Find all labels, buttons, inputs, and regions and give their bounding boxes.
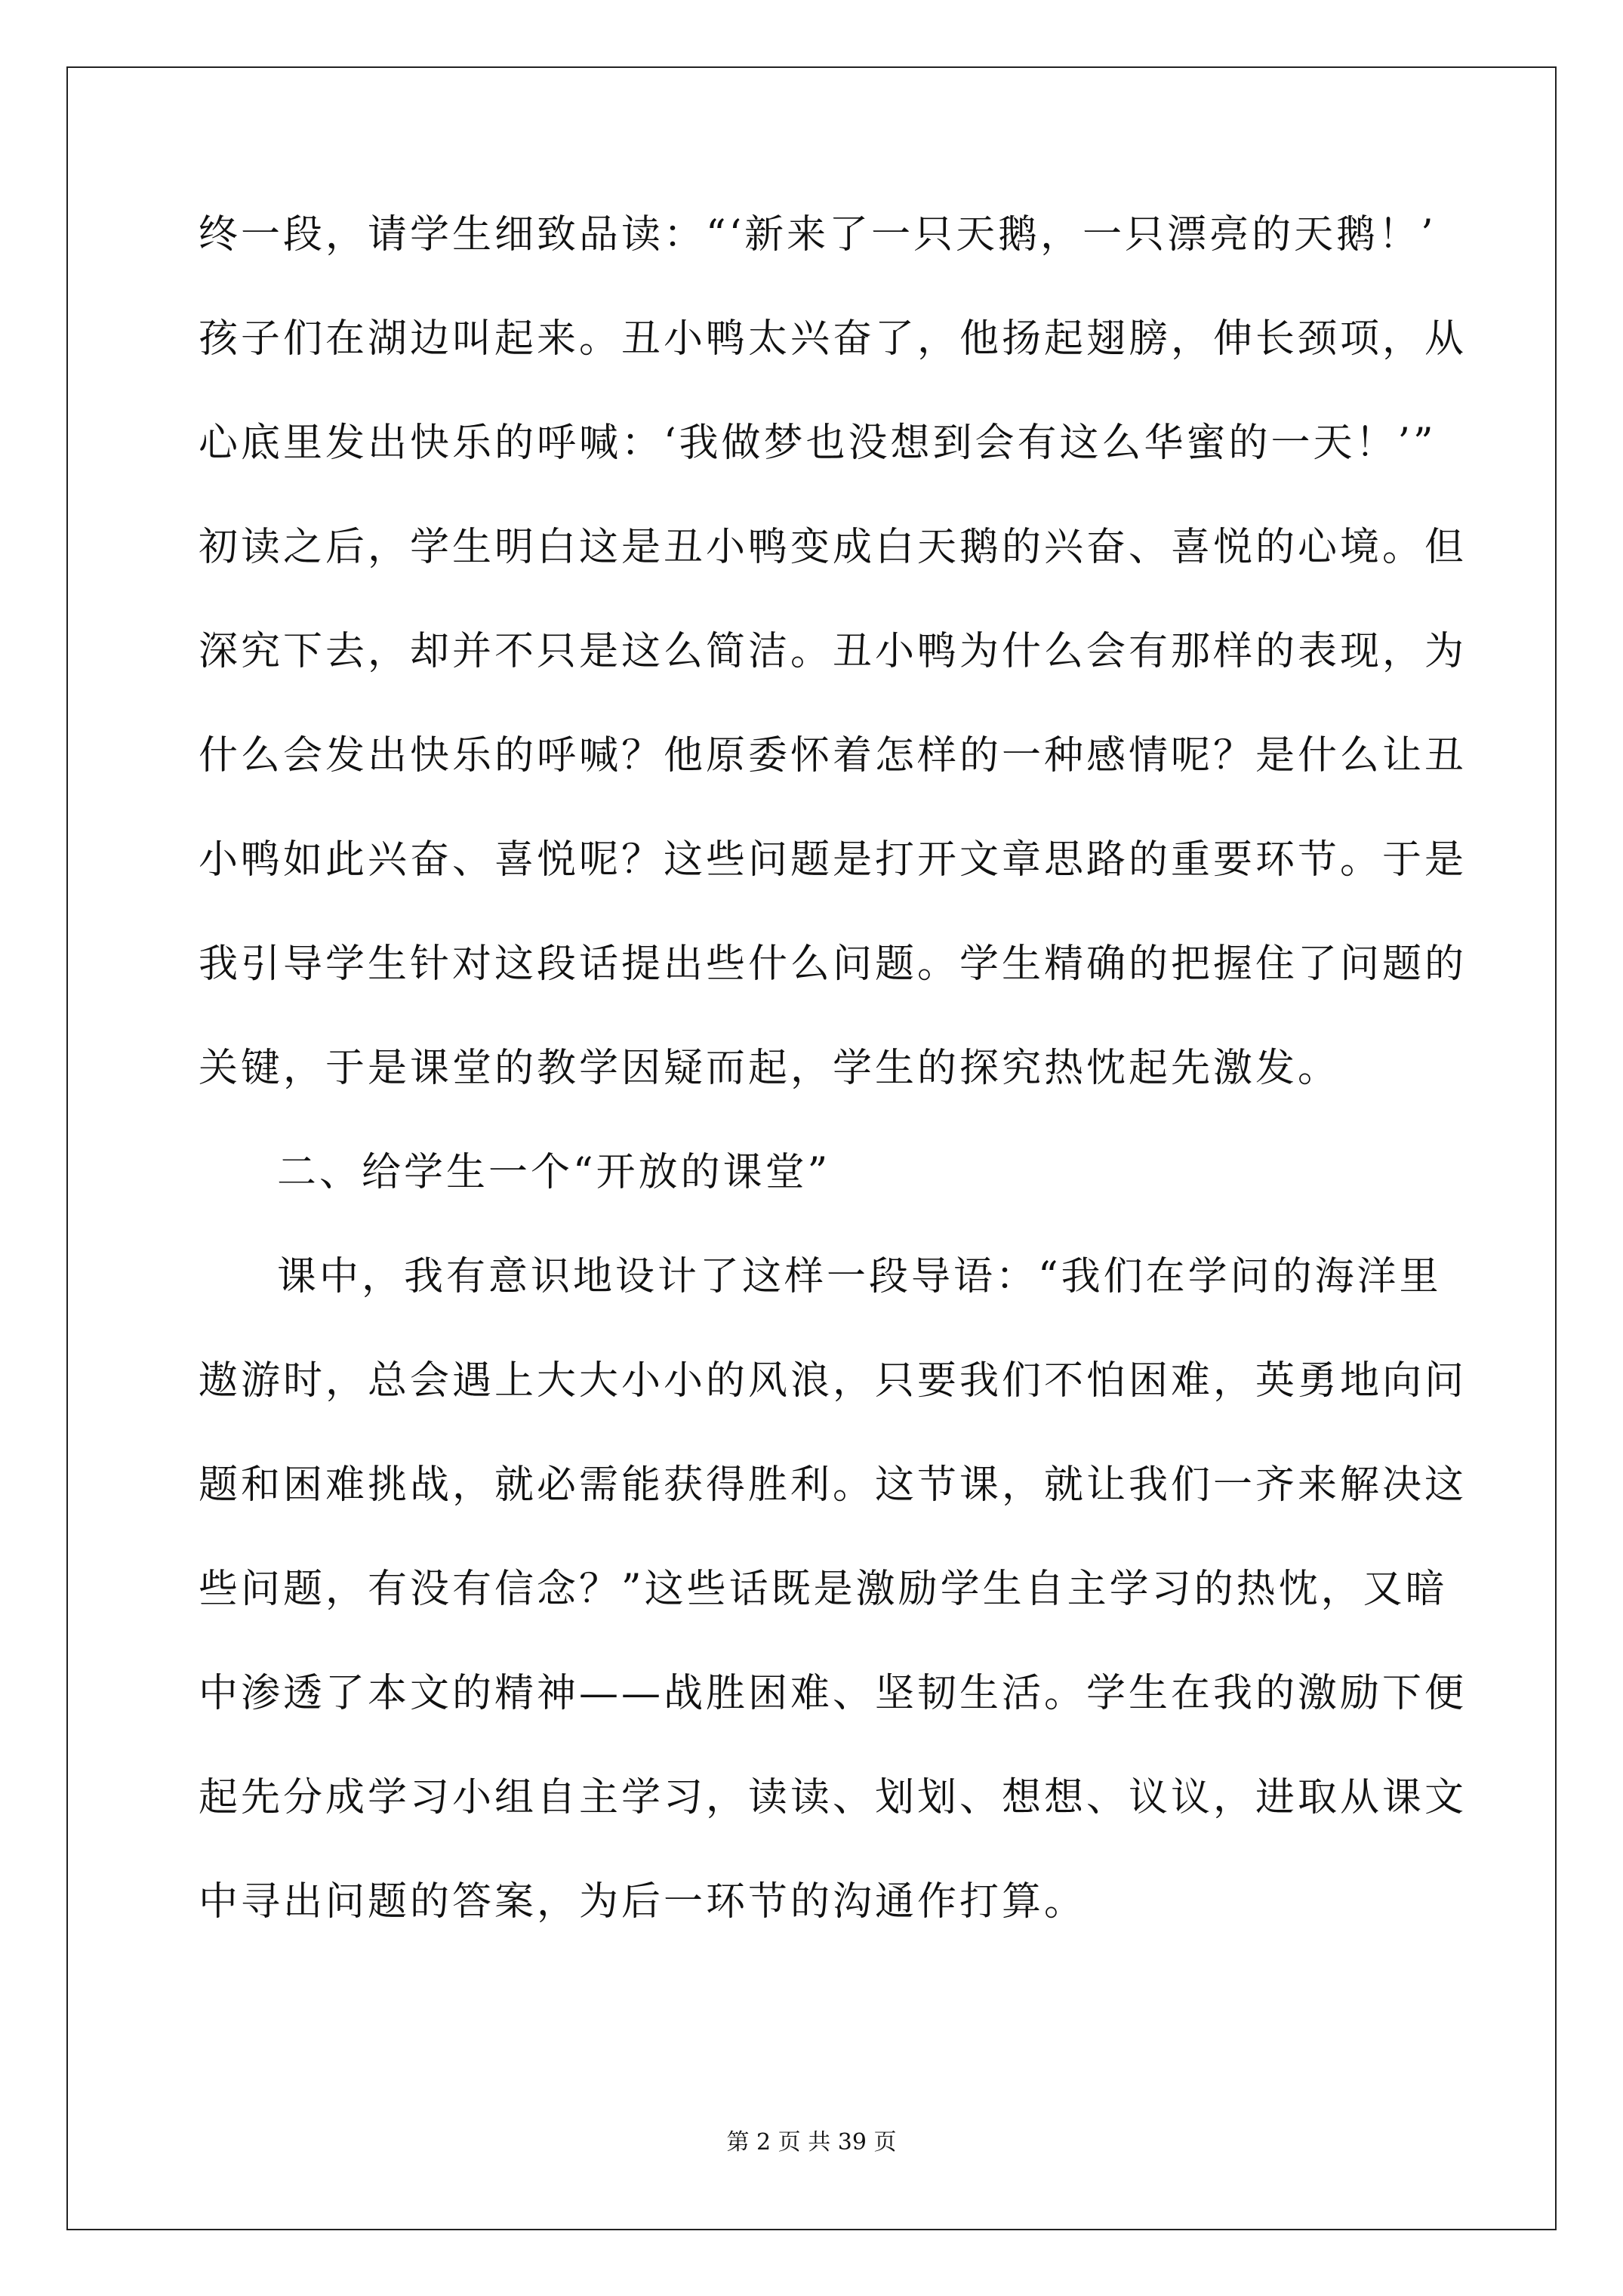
text-line: 关键，于是课堂的教学因疑而起，学生的探究热忱起先激发。	[199, 1046, 1341, 1091]
text-line: 终一段，请学生细致品读：“‘新来了一只天鹅，一只漂亮的天鹅！’	[199, 212, 1437, 257]
text-line: 心底里发出快乐的呼喊：‘我做梦也没想到会有这么华蜜的一天！’”	[199, 421, 1437, 466]
text-line: 中渗透了本文的精神——战胜困难、坚韧生活。学生在我的激励下便	[199, 1671, 1467, 1716]
document-body	[199, 208, 1467, 1980]
page-number: 第 2 页 共 39 页	[726, 2129, 897, 2156]
text-line: 题和困难挑战，就必需能获得胜利。这节课，就让我们一齐来解决这	[199, 1462, 1467, 1508]
text-line: 遨游时，总会遇上大大小小的风浪，只要我们不怕困难，英勇地向问	[199, 1358, 1467, 1404]
text-line: 什么会发出快乐的呼喊？他原委怀着怎样的一种感情呢？是什么让丑	[199, 733, 1467, 778]
text-line: 孩子们在湖边叫起来。丑小鸭太兴奋了，他扬起翅膀，伸长颈项，从	[199, 316, 1467, 362]
text-line: 中寻出问题的答案，为后一环节的沟通作打算。	[199, 1879, 1087, 1925]
text-line: 初读之后，学生明白这是丑小鸭变成白天鹅的兴奋、喜悦的心境。但	[199, 525, 1467, 570]
section-heading: 二、给学生一个“开放的课堂”	[277, 1150, 831, 1195]
text-line: 小鸭如此兴奋、喜悦呢？这些问题是打开文章思路的重要环节。于是	[199, 837, 1467, 883]
text-line: 起先分成学习小组自主学习，读读、划划、想想、议议，进取从课文	[199, 1775, 1467, 1820]
text-line: 我引导学生针对这段话提出些什么问题。学生精确的把握住了问题的	[199, 942, 1467, 987]
paragraph-first-line: 课中，我有意识地设计了这样一段导语：“我们在学问的海洋里	[277, 1254, 1442, 1299]
text-line: 深究下去，却并不只是这么简洁。丑小鸭为什么会有那样的表现，为	[199, 629, 1467, 674]
text-line: 些问题，有没有信念？”这些话既是激励学生自主学习的热忱，又暗	[199, 1567, 1448, 1612]
